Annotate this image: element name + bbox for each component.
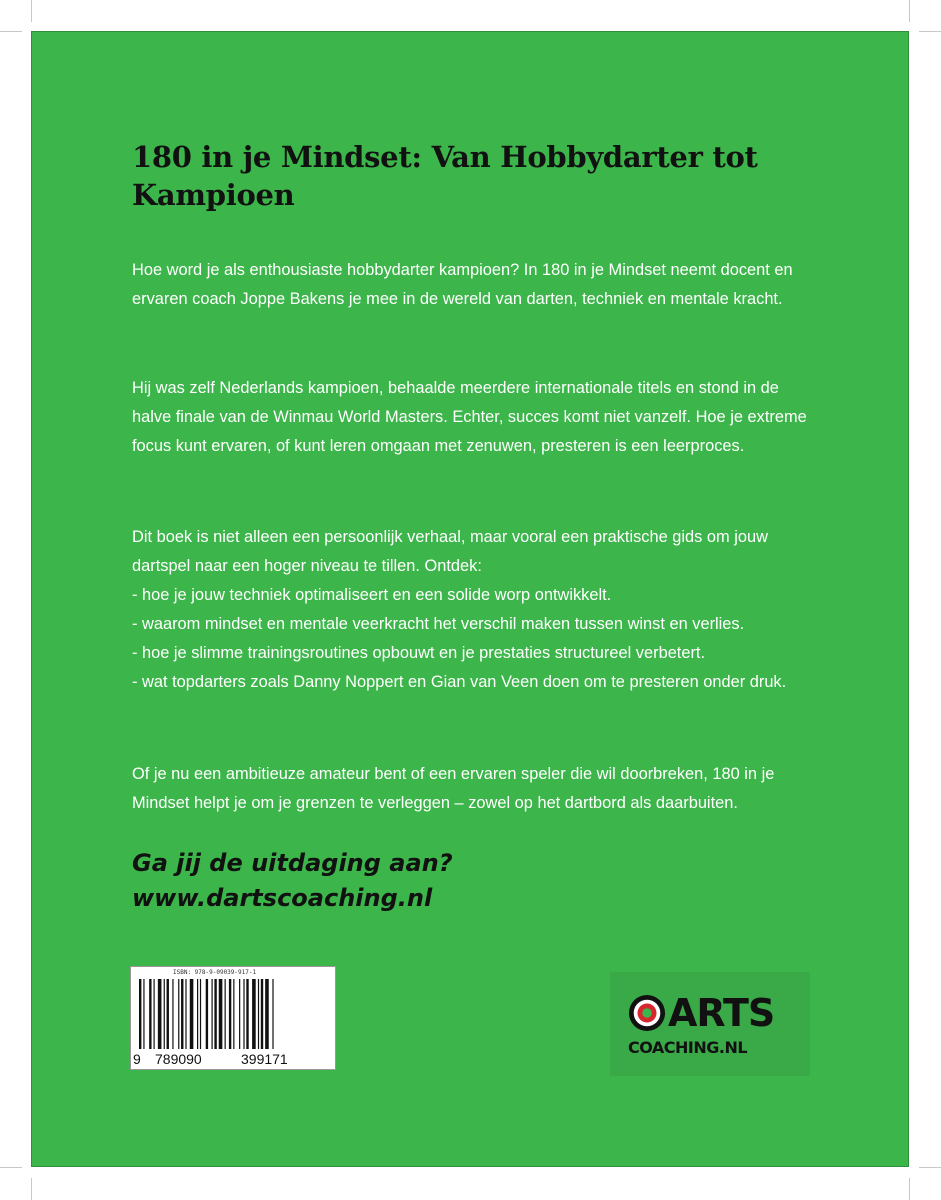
barcode-bar — [229, 979, 231, 1049]
crop-mark — [919, 1167, 941, 1168]
bullet-item: - hoe je slimme trainingsroutines opbouwt en je prestaties structureel verbetert. — [132, 644, 706, 662]
barcode-bar — [212, 979, 213, 1049]
crop-mark — [909, 0, 910, 22]
isbn-barcode — [130, 966, 336, 1070]
bullet-item: - waarom mindset en mentale veerkracht het verschil maken tussen winst en verlies. — [132, 615, 745, 633]
barcode-bar — [206, 979, 208, 1049]
barcode-bar — [243, 979, 244, 1049]
logo-word-top: ARTS — [668, 991, 775, 1035]
crop-mark — [919, 31, 941, 32]
barcode-bar — [214, 979, 216, 1049]
bullet-item: - wat topdarters zoals Danny Noppert en Gian van Veen doen om te presteren onder druk. — [132, 673, 787, 691]
barcode-bar — [258, 979, 259, 1049]
barcode-bar — [172, 979, 173, 1049]
barcode-bar — [219, 979, 223, 1049]
website-link[interactable]: www.dartscoaching.nl — [132, 884, 433, 912]
barcode-bar — [178, 979, 179, 1049]
barcode-bar — [139, 979, 141, 1049]
darts-coaching-logo — [610, 972, 810, 1076]
crop-mark — [31, 1178, 32, 1200]
barcode-bar — [272, 979, 273, 1049]
dartboard-icon — [628, 994, 666, 1032]
barcode-digit-first: 9 — [133, 1051, 141, 1067]
barcode-bar — [252, 979, 256, 1049]
bio-paragraph: Hij was zelf Nederlands kampioen, behaalde meerdere internationale titels en stond in de halve finale van de Winmau World Masters. Echter, succes komt niet vanzelf. Hoe je extreme focus kunt ervaren, of kunt leren omgaan met zenuwen, presteren is een leerproces. — [132, 379, 807, 455]
intro-paragraph: Hoe word je als enthousiaste hobbydarter kampioen? In 180 in je Mindset neemt docent en ervaren coach Joppe Bakens je mee in de wereld van darten, techniek en mentale kracht. — [132, 261, 793, 308]
barcode-bar — [233, 979, 234, 1049]
logo-word-bottom: COACHING.NL — [628, 1038, 748, 1057]
barcode-bar — [246, 979, 248, 1049]
barcode-bar — [167, 979, 169, 1049]
back-cover — [31, 31, 909, 1167]
crop-mark — [909, 1178, 910, 1200]
barcode-bar — [149, 979, 151, 1049]
isbn-label: ISBN: 978-9-09039-917-1 — [173, 969, 257, 976]
barcode-digit-group-1: 789090 — [155, 1051, 202, 1067]
barcode-digits — [133, 1051, 333, 1067]
barcode-bar — [190, 979, 194, 1049]
barcode-bar — [261, 979, 263, 1049]
call-to-action — [132, 846, 453, 916]
barcode-bar — [225, 979, 226, 1049]
barcode-bar — [265, 979, 269, 1049]
crop-mark — [0, 31, 22, 32]
barcode-bar — [164, 979, 165, 1049]
book-title: 180 in je Mindset: Van Hobbydarter tot Kampioen — [132, 140, 758, 212]
barcode-bar — [154, 979, 155, 1049]
logo-word-arts — [668, 993, 774, 1033]
logo-top-row — [628, 990, 774, 1036]
barcode-bar — [143, 979, 144, 1049]
cta-question: Ga jij de uitdaging aan? — [132, 849, 453, 877]
guide-section — [132, 523, 822, 697]
guide-intro-text: Dit boek is niet alleen een persoonlijk verhaal, maar vooral een praktische gids om jouw dartspel naar een hoger niveau te tillen. Ontdek: — [132, 528, 768, 575]
barcode-bar — [181, 979, 183, 1049]
barcode-bar — [185, 979, 186, 1049]
bullet-item: - hoe je jouw techniek optimaliseert en een solide worp ontwikkelt. — [132, 586, 612, 604]
barcode-digit-group-2: 399171 — [241, 1051, 288, 1067]
barcode-bar — [200, 979, 201, 1049]
barcode-bar — [158, 979, 162, 1049]
barcode-bars — [139, 979, 329, 1049]
crop-mark — [31, 0, 32, 22]
barcode-bar — [239, 979, 240, 1049]
barcode-bar — [197, 979, 198, 1049]
crop-mark — [0, 1167, 22, 1168]
closing-paragraph: Of je nu een ambitieuze amateur bent of een ervaren speler die wil doorbreken, 180 in je Mindset helpt je om je grenzen te verleggen – zowel op het dartbord als daarbuiten. — [132, 765, 775, 812]
